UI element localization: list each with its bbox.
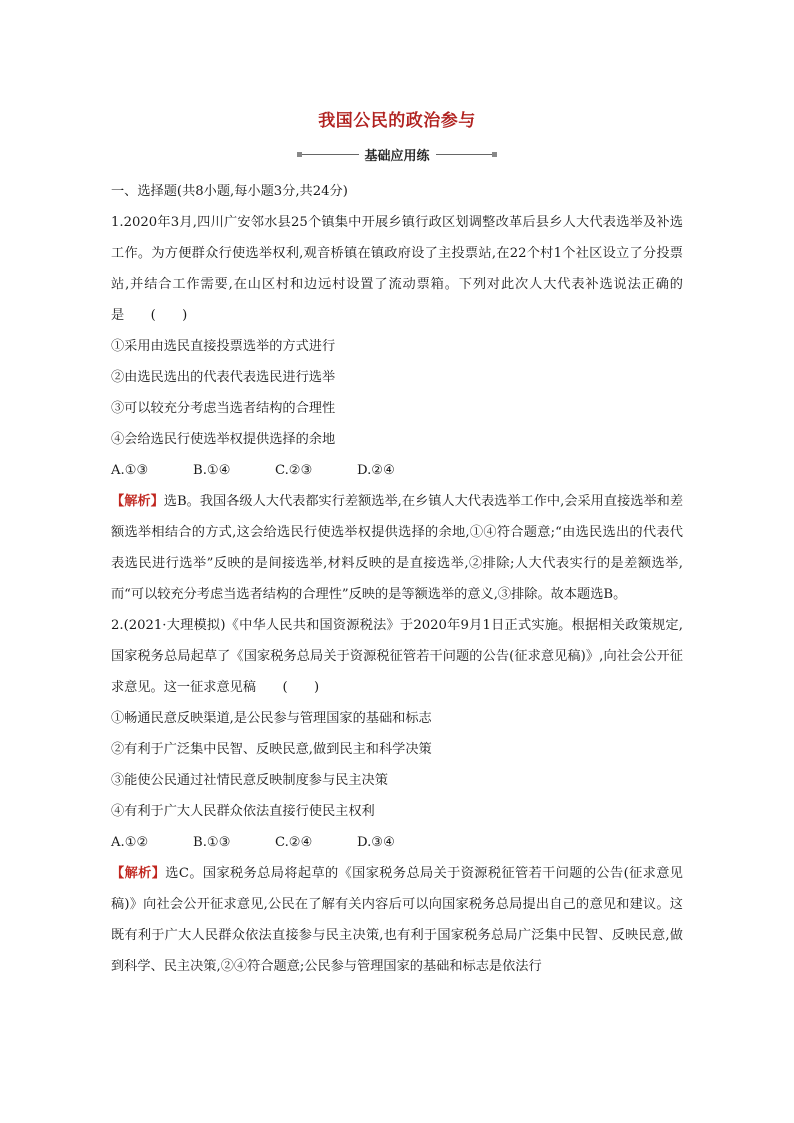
question-1-option-4: ④会给选民行使选举权提供选择的余地: [111, 432, 336, 447]
question-1-answer-bracket: ( ): [150, 308, 188, 323]
question-1-analysis: [111, 486, 683, 610]
question-2-choice-b: B.①③: [193, 835, 231, 850]
banner-right-line: [436, 154, 493, 155]
part-heading: 一、选择题(共8小题,每小题3分,共24分): [111, 184, 348, 199]
question-2-choice-c: C.②④: [275, 835, 313, 850]
banner-right-cap: [492, 152, 497, 157]
question-2-option-1: ①畅通民意反映渠道,是公民参与管理国家的基础和标志: [111, 711, 432, 726]
question-1-option-3: ③可以较充分考虑当选者结构的合理性: [111, 401, 336, 416]
section-title: 基础应用练: [364, 148, 430, 164]
question-1-choice-a: A.①③: [111, 463, 149, 478]
question-1-stem-text: 1.2020年3月,四川广安邻水县25个镇集中开展乡镇行政区划调整改革后县乡人大代表选举及补选工作。为方便群众行使选举权利,观音桥镇在镇政府设了主投票站,在22个村1个社区设立了分投票站,并结合工作需要,在山区村和边远村设置了流动票箱。下列对此次人大代表补选说法正确的是: [111, 215, 683, 323]
question-2-option-4: ④有利于广大人民群众依法直接行使民主权利: [111, 804, 375, 819]
question-1-choice-b: B.①④: [193, 463, 231, 478]
question-1-option-2: ②由选民选出的代表代表选民进行选举: [111, 370, 336, 385]
question-2-analysis-text: 选C。国家税务总局将起草的《国家税务总局关于资源税征管若干问题的公告(征求意见稿)》向社会公开征求意见,公民在了解有关内容后可以向国家税务总局提出自己的意见和建议。这既有利于广大人民群众依法直接参与民主决策,也有利于国家税务总局广泛集中民智、反映民意,做到科学、民主决策,②④符合题意;公民参与管理国家的基础和标志是依法行: [111, 866, 683, 974]
question-1-choice-d: D.②④: [357, 463, 395, 478]
page-title: 我国公民的政治参与: [318, 111, 476, 131]
question-2-analysis-label: 【解析】: [111, 866, 166, 881]
question-1-choices: [111, 455, 683, 486]
question-1-stem: [111, 207, 683, 331]
question-2-option-2: ②有利于广泛集中民智、反映民意,做到民主和科学决策: [111, 742, 432, 757]
question-2-choice-d: D.③④: [357, 835, 395, 850]
section-banner: [297, 144, 497, 164]
question-2-stem: [111, 610, 683, 703]
question-2-choices: [111, 827, 683, 858]
question-1-choice-c: C.②③: [275, 463, 313, 478]
banner-left-line: [302, 154, 359, 155]
question-1-analysis-label: 【解析】: [111, 494, 164, 509]
question-2-answer-bracket: ( ): [282, 680, 320, 695]
question-2-stem-text: 2.(2021·大理模拟)《中华人民共和国资源税法》于2020年9月1日正式实施。根据相关政策规定,国家税务总局起草了《国家税务总局关于资源税征管若干问题的公告(征求意见稿)》,向社会公开征求意见。这一征求意见稿: [111, 618, 683, 695]
question-1-option-1: ①采用由选民直接投票选举的方式进行: [111, 339, 336, 354]
question-1-analysis-text: 选B。我国各级人大代表都实行差额选举,在乡镇人大代表选举工作中,会采用直接选举和差额选举相结合的方式,这会给选民行使选举权提供选择的余地,①④符合题意;“由选民选出的代表代表选民进行选举”反映的是间接选举,材料反映的是直接选举,②排除;人大代表实行的是差额选举,而“可以较充分考虑当选者结构的合理性”反映的是等额选举的意义,③排除。故本题选B。: [111, 494, 684, 602]
question-2-option-3: ③能使公民通过社情民意反映制度参与民主决策: [111, 773, 388, 788]
question-2-analysis: [111, 858, 683, 982]
question-2-choice-a: A.①②: [111, 835, 149, 850]
document-body: [111, 176, 683, 982]
